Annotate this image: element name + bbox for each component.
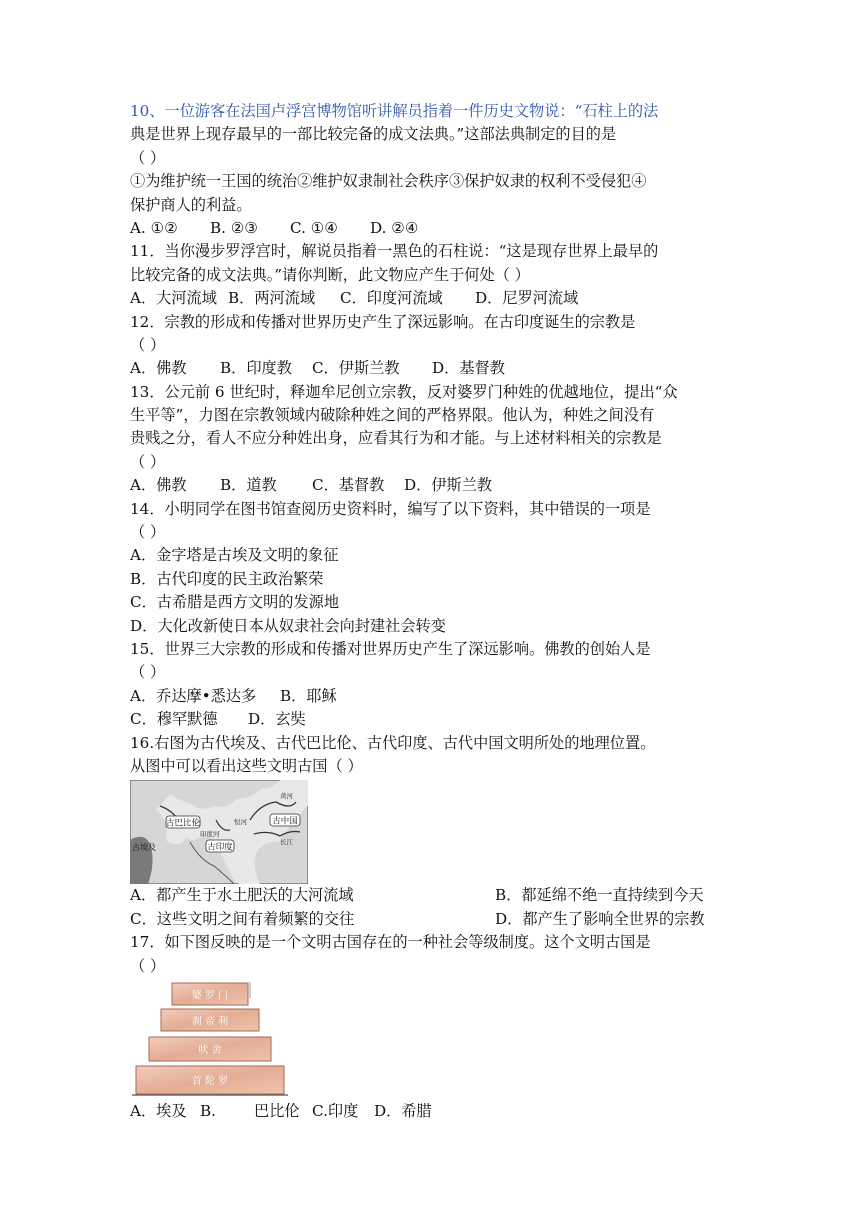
question-17 — [130, 931, 730, 1123]
question-16 — [130, 732, 730, 932]
q16-line-1: 16.右图为古代埃及、古代巴比伦、古代印度、古代中国文明所处的地理位置。 — [130, 733, 656, 752]
map-label-egypt: 古埃及 — [132, 843, 156, 853]
q11-line-1: 11．当你漫步罗浮宫时，解说员指着一黑色的石柱说：“这是现存世界上最早的 — [130, 242, 659, 261]
caste-pyramid-diagram — [130, 980, 290, 1098]
q12-option-b: B．印度教 — [220, 359, 292, 378]
q16-options-cd — [130, 908, 730, 931]
q17-line-1: 17．如下图反映的是一个文明古国存在的一种社会等级制度。这个文明古国是 — [130, 933, 651, 952]
exam-page — [130, 100, 730, 1123]
pyramid-label-vaishya: 吠 舍 — [198, 1044, 222, 1056]
q10-option-b: B. ②③ — [210, 218, 259, 237]
map-label-india: 古印度 — [207, 842, 233, 853]
map-label-china: 古中国 — [272, 816, 298, 827]
q12-option-c: C．伊斯兰教 — [312, 359, 400, 378]
pyramid-label-brahmin: 婆 罗 门 — [191, 990, 229, 1002]
q12-line-2: （ ） — [130, 335, 166, 354]
q13-option-a: A．佛教 — [130, 476, 187, 495]
question-12 — [130, 311, 730, 381]
q14-option-c: C．古希腊是西方文明的发源地 — [130, 593, 340, 612]
q16-line-2: 从图中可以看出这些文明古国（ ） — [130, 756, 363, 775]
q13-line-2: 生平等”，力图在宗教领域内破除种姓之间的严格界限。他认为，种姓之间没有 — [130, 406, 655, 425]
q15-options-cd — [130, 708, 730, 731]
map-label-babylon: 古巴比伦 — [165, 818, 201, 829]
q17-options — [130, 1100, 730, 1123]
q10-line-2: 典是世界上现存最早的一部比较完备的成文法典。”这部法典制定的目的是 — [130, 125, 617, 144]
q17-option-c: C.印度 — [312, 1101, 359, 1120]
q17-line-2: （ ） — [130, 956, 166, 975]
q17-option-a: A．埃及 — [130, 1101, 187, 1120]
q15-option-b: B．耶稣 — [280, 686, 337, 705]
question-15 — [130, 638, 730, 732]
q10-line-5: 保护商人的利益。 — [130, 195, 252, 214]
q15-line-1: 15．世界三大宗教的形成和传播对世界历史产生了深远影响。佛教的创始人是 — [130, 639, 651, 658]
q15-option-c: C．穆罕默德 — [130, 710, 218, 729]
q11-option-b: B．两河流域 — [228, 289, 316, 308]
question-14 — [130, 498, 730, 638]
q13-line-1: 13．公元前 6 世纪时，释迦牟尼创立宗教，反对婆罗门种姓的优越地位，提出“众 — [130, 382, 678, 401]
q14-line-2: （ ） — [130, 523, 166, 542]
q14-line-1: 14．小明同学在图书馆查阅历史资料时，编写了以下资料，其中错误的一项是 — [130, 499, 651, 518]
q13-option-d: D．伊斯兰教 — [404, 476, 493, 495]
q11-line-2: 比较完备的成文法典。”请你判断，此文物应产生于何处（ ） — [130, 265, 530, 284]
q10-line-1: 10、一位游客在法国卢浮宫博物馆听讲解员指着一件历史文物说：“石柱上的法 — [130, 102, 659, 120]
q11-options — [130, 287, 730, 310]
ancient-civilizations-map — [130, 780, 308, 884]
pyramid-label-kshatriya: 刹 帝 利 — [191, 1016, 229, 1028]
q11-option-a: A．大河流域 — [130, 289, 217, 308]
q10-line-4: ①为维护统一王国的统治②维护奴隶制社会秩序③保护奴隶的权利不受侵犯④ — [130, 172, 647, 191]
map-label-yellow-river: 黄河 — [280, 792, 293, 801]
q16-option-d: D．都产生了影响全世界的宗教 — [495, 909, 705, 928]
q13-option-c: C．基督教 — [312, 476, 385, 495]
q11-option-c: C．印度河流域 — [340, 289, 443, 308]
q11-option-d: D．尼罗河流域 — [475, 289, 579, 308]
q17-option-b-letter: B. — [200, 1101, 216, 1120]
question-11 — [130, 240, 730, 310]
question-10 — [130, 100, 730, 240]
q10-line-3: （ ） — [130, 148, 166, 167]
q10-option-a: A. ①② — [130, 218, 178, 237]
q16-option-c: C．这些文明之间有着频繁的交往 — [130, 909, 355, 928]
map-label-yangtze: 长江 — [280, 838, 293, 847]
q13-line-3: 贵贱之分，看人不应分种姓出身，应看其行为和才能。与上述材料相关的宗教是 — [130, 429, 662, 448]
q13-line-4: （ ） — [130, 452, 166, 471]
q10-option-d: D. ②④ — [370, 218, 419, 237]
q16-option-a: A．都产生于水土肥沃的大河流域 — [130, 886, 354, 905]
map-label-indus: 印度河 — [200, 830, 220, 839]
q16-option-b: B．都延绵不绝一直持续到今天 — [495, 886, 704, 905]
q12-option-a: A．佛教 — [130, 359, 187, 378]
q17-option-d: D．希腊 — [374, 1101, 432, 1120]
q12-option-d: D．基督教 — [432, 359, 505, 378]
q17-option-b-text: 巴比伦 — [254, 1101, 300, 1120]
q15-line-2: （ ） — [130, 663, 166, 682]
map-label-ganges: 恒河 — [234, 818, 247, 827]
q13-options — [130, 474, 730, 497]
q16-options-ab — [130, 884, 730, 907]
q10-option-c: C. ①④ — [290, 218, 338, 237]
q15-option-d: D．玄奘 — [248, 710, 306, 729]
q15-option-a: A．乔达摩•悉达多 — [130, 686, 257, 705]
q12-options — [130, 357, 730, 380]
pyramid-label-shudra: 首 陀 罗 — [191, 1075, 229, 1087]
q14-option-b: B．古代印度的民主政治繁荣 — [130, 569, 324, 588]
q12-line-1: 12．宗教的形成和传播对世界历史产生了深远影响。在古印度诞生的宗教是 — [130, 312, 636, 331]
q14-option-a: A．金字塔是古埃及文明的象征 — [130, 546, 339, 565]
q10-options — [130, 217, 730, 240]
q13-option-b: B．道教 — [220, 476, 277, 495]
question-13 — [130, 381, 730, 498]
q15-options-ab — [130, 685, 730, 708]
q14-option-d: D．大化改新使日本从奴隶社会向封建社会转变 — [130, 616, 446, 635]
